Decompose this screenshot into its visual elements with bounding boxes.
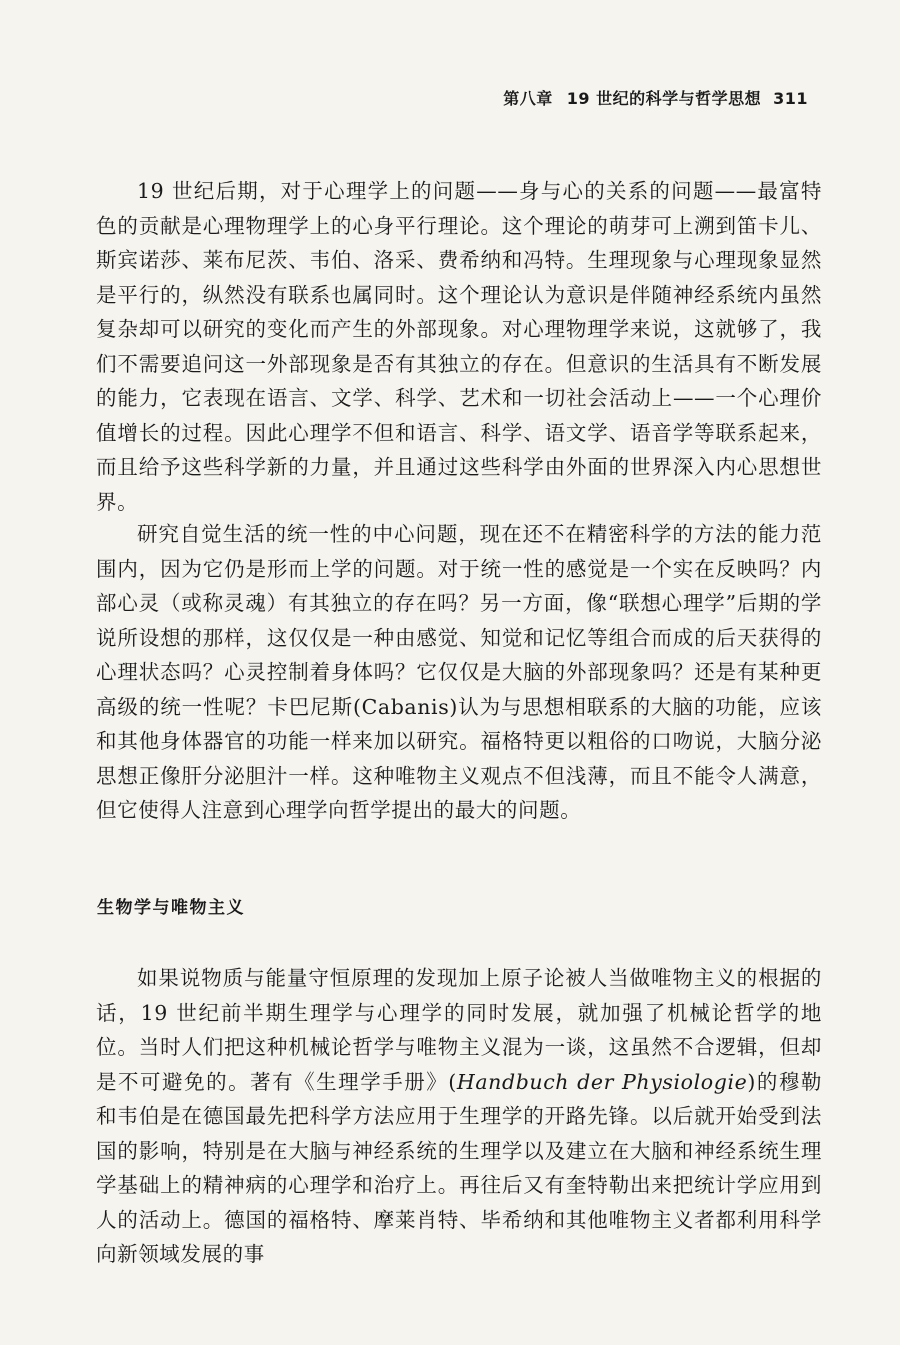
chapter-title: 19 世纪的科学与哲学思想 [566, 89, 762, 108]
running-header [503, 86, 808, 109]
page-number: 311 [773, 89, 808, 108]
paragraph-psychophysics: 19 世纪后期，对于心理学上的问题——身与心的关系的问题——最富特色的贡献是心理物理学上的心身平行理论。这个理论的萌芽可上溯到笛卡儿、斯宾诺莎、莱布尼茨、韦伯、洛采、费希纳和冯特。生理现象与心理现象显然是平行的，纵然没有联系也属同时。这个理论认为意识是伴随神经系统内虽然复杂却可以研究的变化而产生的外部现象。对心理物理学来说，这就够了，我们不需要追问这一外部现象是否有其独立的存在。但意识的生活具有不断发展的能力，它表现在语言、文学、科学、艺术和一切社会活动上——一个心理价值增长的过程。因此心理学不但和语言、科学、语文学、语音学等联系起来，而且给予这些科学新的力量，并且通过这些科学由外面的世界深入内心思想世界。 [96, 179, 822, 514]
section-heading: 生物学与唯物主义 [97, 898, 245, 918]
paragraph-text-part-2: )的穆勒和韦伯是在德国最先把科学方法应用于生理学的开路先锋。以后就开始受到法国的影响，特别是在大脑与神经系统的生理学以及建立在大脑和神经系统生理学基础上的精神病的心理学和治疗上。再往后又有奎特勒出来把统计学应用到人的活动上。德国的福格特、摩莱肖特、毕希纳和其他唯物主义者都利用科学向新领域发展的事 [96, 1069, 822, 1266]
chapter-label: 第八章 [503, 89, 553, 108]
book-title-italic: Handbuch der Physiologie [456, 1069, 748, 1094]
paragraph-biology-materialism [96, 961, 822, 1272]
paragraph-text-part-1: 如果说物质与能量守恒原理的发现加上原子论被人当做唯物主义的根据的话，19 世纪前半期生理学与心理学的同时发展，就加强了机械论哲学的地位。当时人们把这种机械论哲学与唯物主义混为一谈，这虽然不合逻辑，但却是不可避免的。著有《生理学手册》( [96, 966, 822, 1094]
paragraph-unity-problem: 研究自觉生活的统一性的中心问题，现在还不在精密科学的方法的能力范围内，因为它仍是形而上学的问题。对于统一性的感觉是一个实在反映吗？内部心灵（或称灵魂）有其独立的存在吗？另一方面，像“联想心理学”后期的学说所设想的那样，这仅仅是一种由感觉、知觉和记忆等组合而成的后天获得的心理状态吗？心灵控制着身体吗？它仅仅是大脑的外部现象吗？还是有某种更高级的统一性呢？卡巴尼斯(Cabanis)认为与思想相联系的大脑的功能，应该和其他身体器官的功能一样来加以研究。福格特更以粗俗的口吻说，大脑分泌思想正像肝分泌胆汁一样。这种唯物主义观点不但浅薄，而且不能令人满意，但它使得人注意到心理学向哲学提出的最大的问题。 [96, 522, 822, 822]
